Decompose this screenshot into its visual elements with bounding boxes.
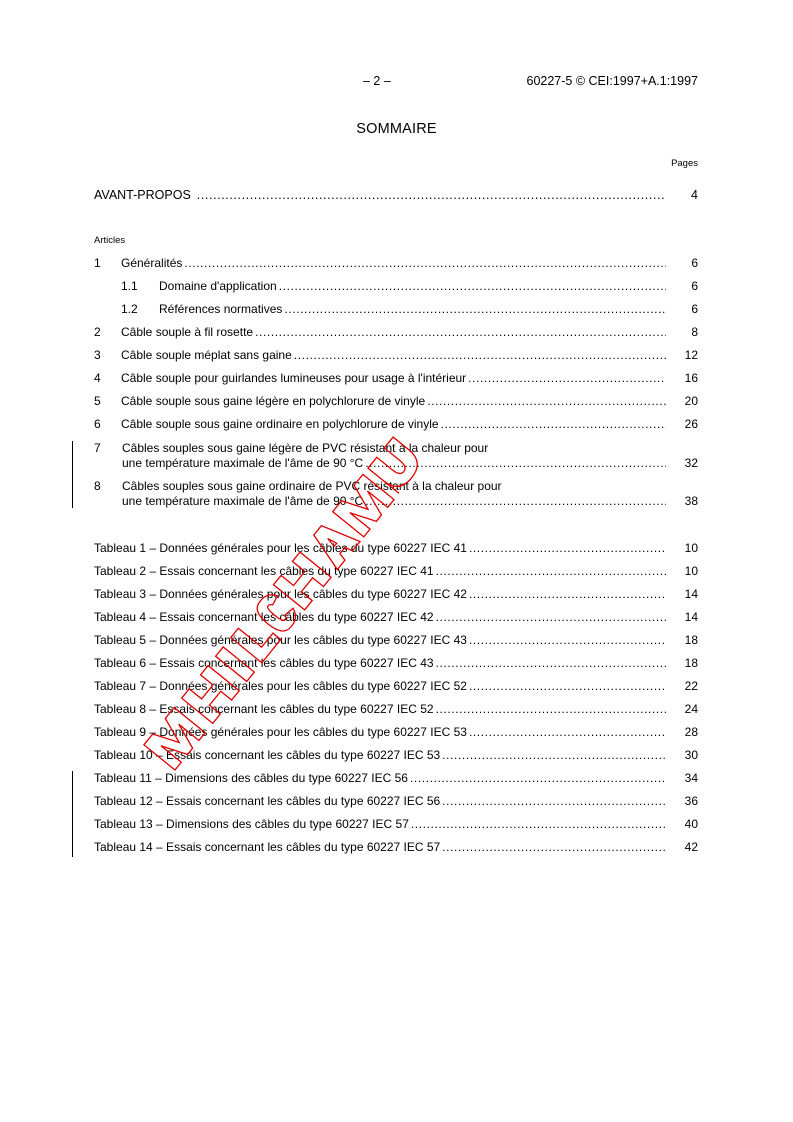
toc-entry-table[interactable] <box>94 654 698 670</box>
leader-dots <box>442 840 666 854</box>
toc-entry-page: 26 <box>684 417 698 431</box>
toc-entry-table[interactable] <box>94 585 698 601</box>
toc-entry-page: 12 <box>684 348 698 362</box>
toc-entry-text: AVANT-PROPOS <box>94 188 191 202</box>
toc-entry-article[interactable] <box>122 492 698 508</box>
leader-dots <box>469 587 666 601</box>
toc-entry-page: 32 <box>684 456 698 470</box>
toc-entry-page: 6 <box>691 279 698 293</box>
leader-dots <box>255 325 666 339</box>
toc-entry-number: 8 <box>94 479 101 493</box>
leader-dots <box>469 541 666 555</box>
leader-dots <box>294 348 666 362</box>
pages-column-label: Pages <box>671 158 698 169</box>
toc-entry-text-line1: Câbles souples sous gaine ordinaire de PVC résistant à la chaleur pour <box>122 479 502 493</box>
toc-entry-page: 18 <box>684 656 698 670</box>
toc-entry-number: 1.1 <box>121 279 138 293</box>
toc-entry-number: 1 <box>94 256 101 270</box>
page-number: – 2 – <box>363 74 391 88</box>
toc-entry-page: 24 <box>684 702 698 716</box>
leader-dots <box>410 771 666 785</box>
toc-entry-text: Généralités <box>121 256 183 270</box>
toc-entry-article[interactable] <box>122 454 698 470</box>
toc-entry-text: Tableau 4 – Essais concernant les câbles du type 60227 IEC 42 <box>94 610 434 624</box>
toc-entry-page: 16 <box>684 371 698 385</box>
toc-entry-text: Câble souple méplat sans gaine <box>121 348 292 362</box>
toc-entry-text: Références normatives <box>159 302 283 316</box>
toc-entry-page: 6 <box>691 256 698 270</box>
leader-dots <box>442 794 666 808</box>
toc-entry-table[interactable] <box>94 562 698 578</box>
toc-entry-article[interactable] <box>94 323 698 339</box>
toc-entry-table[interactable] <box>94 608 698 624</box>
toc-entry-page: 18 <box>684 633 698 647</box>
toc-entry-text: Câble souple pour guirlandes lumineuses pour usage à l'intérieur <box>121 371 467 385</box>
toc-entry-text: Tableau 6 – Essais concernant les câbles du type 60227 IEC 43 <box>94 656 434 670</box>
toc-entry-page: 8 <box>691 325 698 339</box>
leader-dots <box>365 456 666 470</box>
toc-entry-table[interactable] <box>94 769 698 785</box>
toc-entry-article[interactable] <box>94 392 698 408</box>
toc-entry-text: Tableau 2 – Essais concernant les câbles du type 60227 IEC 41 <box>94 564 434 578</box>
leader-dots <box>184 256 666 270</box>
toc-entry-foreword[interactable] <box>94 186 698 202</box>
leader-dots <box>469 725 666 739</box>
leader-dots <box>197 188 666 202</box>
toc-entry-page: 34 <box>684 771 698 785</box>
toc-entry-page: 20 <box>684 394 698 408</box>
leader-dots <box>427 394 666 408</box>
toc-entry-table[interactable] <box>94 815 698 831</box>
toc-entry-page: 14 <box>684 587 698 601</box>
toc-entry-number: 4 <box>94 371 101 385</box>
toc-entry-number: 7 <box>94 441 101 455</box>
toc-entry-text: Câble souple à fil rosette <box>121 325 254 339</box>
toc-entry-page: 4 <box>691 188 698 202</box>
leader-dots <box>469 633 666 647</box>
toc-entry-number: 3 <box>94 348 101 362</box>
toc-entry-page: 28 <box>684 725 698 739</box>
leader-dots <box>365 494 666 508</box>
leader-dots <box>442 748 666 762</box>
leader-dots <box>468 371 666 385</box>
leader-dots <box>411 817 666 831</box>
toc-entry-text: Tableau 10 – Essais concernant les câbles du type 60227 IEC 53 <box>94 748 441 762</box>
toc-entry-article[interactable] <box>94 415 698 431</box>
toc-entry-table[interactable] <box>94 539 698 555</box>
toc-entry-page: 36 <box>684 794 698 808</box>
page-title: SOMMAIRE <box>356 121 437 137</box>
toc-entry-page: 40 <box>684 817 698 831</box>
toc-entry-page: 30 <box>684 748 698 762</box>
toc-entry-table[interactable] <box>94 723 698 739</box>
toc-entry-page: 10 <box>684 564 698 578</box>
toc-entry-page: 42 <box>684 840 698 854</box>
toc-entry-text: Câble souple sous gaine légère en polychlorure de vinyle <box>121 394 426 408</box>
toc-entry-text: une température maximale de l'âme de 90 °C <box>122 494 364 508</box>
change-bar <box>72 441 73 508</box>
toc-entry-table[interactable] <box>94 746 698 762</box>
toc-entry-text: Tableau 14 – Essais concernant les câbles du type 60227 IEC 57 <box>94 840 441 854</box>
leader-dots <box>284 302 666 316</box>
toc-entry-article[interactable] <box>94 346 698 362</box>
toc-entry-number: 1.2 <box>121 302 138 316</box>
leader-dots <box>279 279 666 293</box>
toc-entry-table[interactable] <box>94 838 698 854</box>
leader-dots <box>436 564 666 578</box>
leader-dots <box>436 610 666 624</box>
toc-entry-text: Domaine d'application <box>159 279 277 293</box>
toc-entry-text: Tableau 13 – Dimensions des câbles du type 60227 IEC 57 <box>94 817 409 831</box>
leader-dots <box>469 679 666 693</box>
toc-entry-text: Tableau 12 – Essais concernant les câbles du type 60227 IEC 56 <box>94 794 441 808</box>
document-reference: 60227-5 © CEI:1997+A.1:1997 <box>526 74 698 88</box>
toc-entry-text: Tableau 8 – Essais concernant les câbles du type 60227 IEC 52 <box>94 702 434 716</box>
toc-entry-page: 6 <box>691 302 698 316</box>
leader-dots <box>441 417 666 431</box>
toc-entry-article[interactable] <box>94 254 698 270</box>
toc-entry-table[interactable] <box>94 700 698 716</box>
toc-entry-number: 6 <box>94 417 101 431</box>
toc-entry-text: Câble souple sous gaine ordinaire en polychlorure de vinyle <box>121 417 439 431</box>
toc-entry-text: Tableau 5 – Données générales pour les câbles du type 60227 IEC 43 <box>94 633 467 647</box>
toc-entry-page: 38 <box>684 494 698 508</box>
toc-entry-page: 14 <box>684 610 698 624</box>
toc-entry-page: 22 <box>684 679 698 693</box>
change-bar <box>72 771 73 857</box>
articles-label: Articles <box>94 235 126 246</box>
toc-entry-text-line1: Câbles souples sous gaine légère de PVC résistant à la chaleur pour <box>122 441 489 455</box>
toc-entry-table[interactable] <box>94 631 698 647</box>
toc-entry-table[interactable] <box>94 677 698 693</box>
toc-entry-table[interactable] <box>94 792 698 808</box>
toc-entry-text: Tableau 9 – Données générales pour les câbles du type 60227 IEC 53 <box>94 725 467 739</box>
toc-entry-text: Tableau 7 – Données générales pour les câbles du type 60227 IEC 52 <box>94 679 467 693</box>
toc-entry-article[interactable] <box>121 277 698 293</box>
toc-entry-text: Tableau 1 – Données générales pour les câbles du type 60227 IEC 41 <box>94 541 467 555</box>
toc-entry-article[interactable] <box>94 369 698 385</box>
toc-entry-page: 10 <box>684 541 698 555</box>
toc-entry-number: 5 <box>94 394 101 408</box>
toc-entry-text: Tableau 3 – Données générales pour les câbles du type 60227 IEC 42 <box>94 587 467 601</box>
leader-dots <box>436 656 666 670</box>
toc-entry-number: 2 <box>94 325 101 339</box>
leader-dots <box>436 702 666 716</box>
toc-entry-text: Tableau 11 – Dimensions des câbles du type 60227 IEC 56 <box>94 771 408 785</box>
toc-entry-text: une température maximale de l'âme de 90 °C <box>122 456 364 470</box>
toc-entry-article[interactable] <box>121 300 698 316</box>
